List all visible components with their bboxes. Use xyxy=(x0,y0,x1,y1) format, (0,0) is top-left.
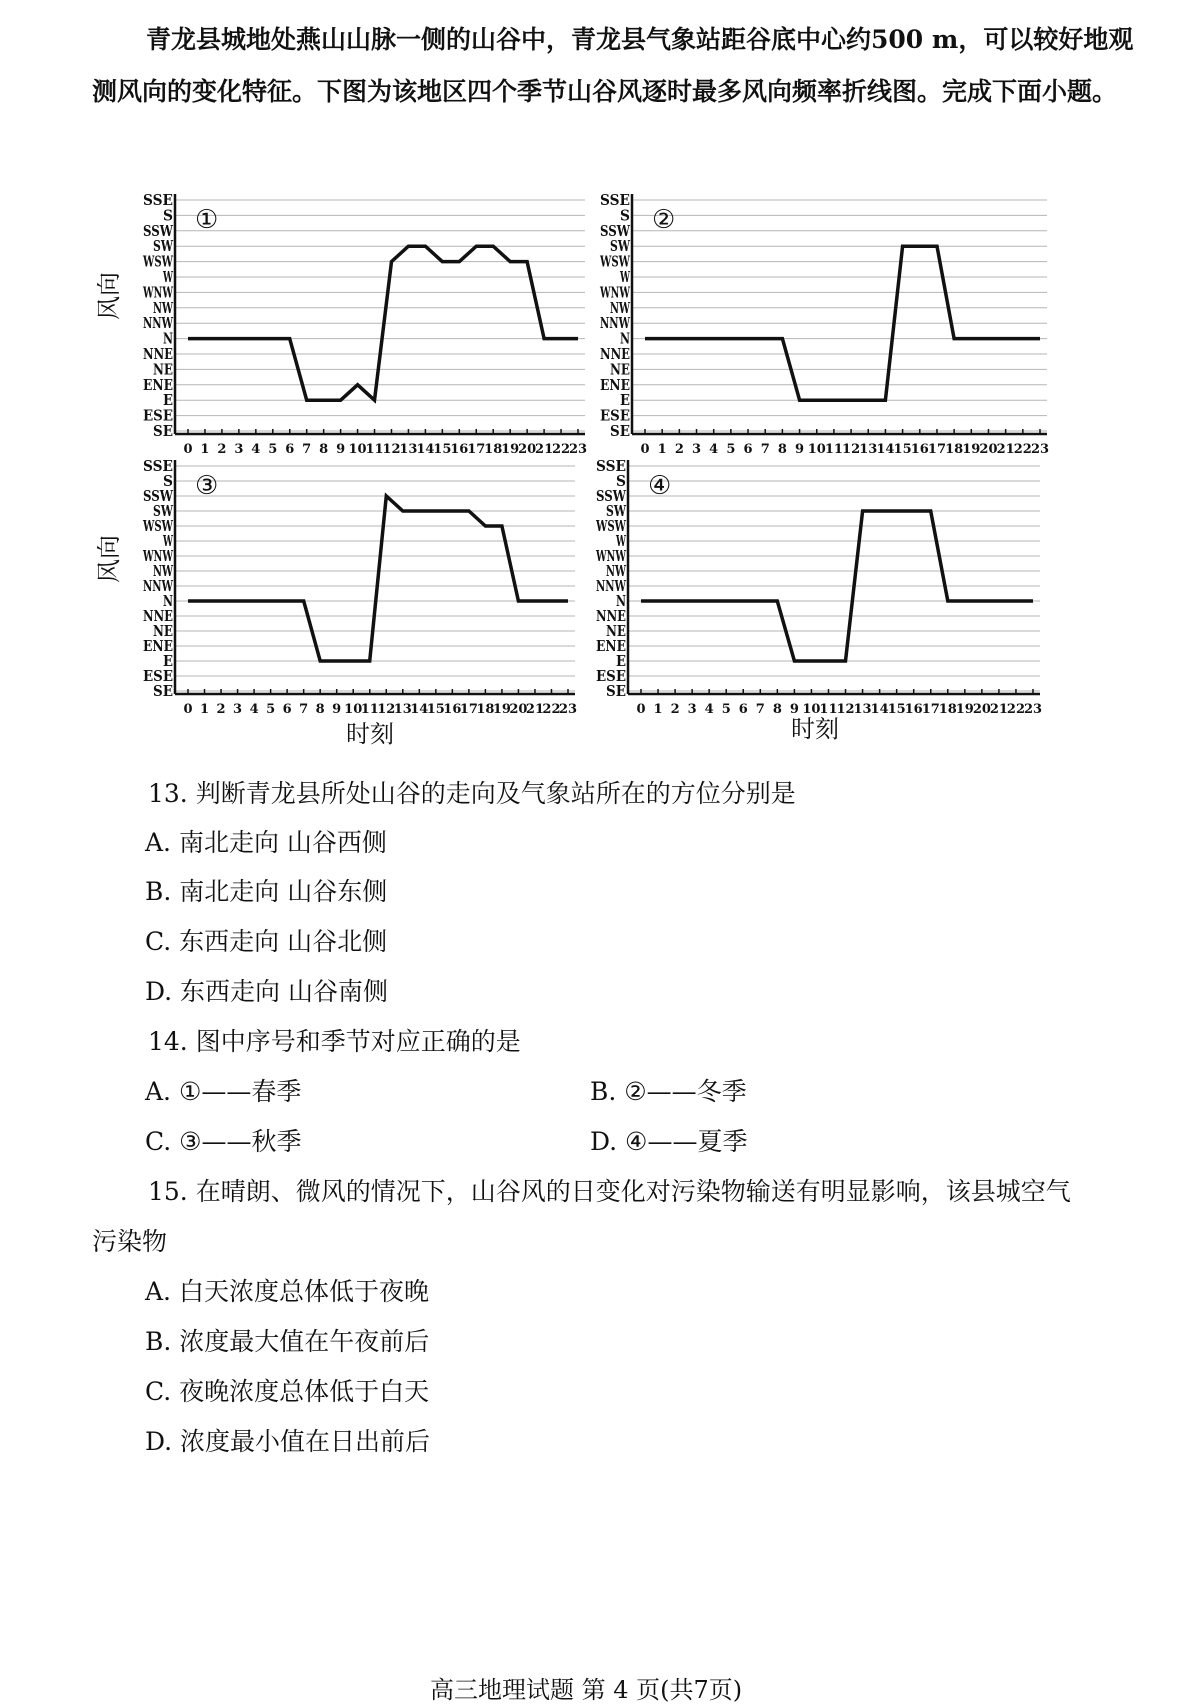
panel-label: ③ xyxy=(195,471,219,501)
q15-option-a[interactable]: A. 白天浓度总体低于夜晚 xyxy=(145,1277,429,1306)
y-tick-label: NW xyxy=(153,562,174,580)
x-tick-label: 2 xyxy=(674,442,684,457)
y-tick-label: ESE xyxy=(600,406,630,425)
x-tick-label: 15 xyxy=(433,442,452,457)
x-tick-label: 17 xyxy=(459,702,478,717)
y-tick-label: N xyxy=(616,592,627,610)
x-tick-label: 19 xyxy=(501,442,520,457)
q15-stem-line2: 污染物 xyxy=(92,1227,168,1256)
y-tick-label: W xyxy=(162,532,174,550)
x-tick-label: 20 xyxy=(972,702,991,717)
y-tick-label: WSW xyxy=(595,517,627,535)
q15-option-b[interactable]: B. 浓度最大值在午夜前后 xyxy=(145,1327,430,1356)
x-tick-label: 15 xyxy=(887,702,906,717)
x-tick-label: 13 xyxy=(399,442,418,457)
x-tick-label: 7 xyxy=(760,442,770,457)
y-tick-label: SE xyxy=(610,422,630,440)
x-tick-label: 8 xyxy=(315,702,325,717)
x-tick-label: 13 xyxy=(393,702,412,717)
y-tick-label: E xyxy=(620,391,630,410)
y-tick-label: S xyxy=(616,472,626,490)
x-tick-label: 2 xyxy=(216,702,226,717)
panel-label: ② xyxy=(652,205,676,235)
x-tick-label: 0 xyxy=(640,442,650,457)
x-tick-label: 5 xyxy=(726,442,736,457)
x-tick-label: 23 xyxy=(568,442,588,457)
wind-direction-charts xyxy=(0,180,1200,840)
x-tick-label: 3 xyxy=(687,702,697,717)
chart-panel-4 xyxy=(595,457,1042,717)
x-tick-label: 1 xyxy=(200,442,210,457)
x-tick-label: 12 xyxy=(382,442,401,457)
x-tick-label: 3 xyxy=(234,442,244,457)
x-tick-label: 17 xyxy=(921,702,940,717)
y-tick-label: S xyxy=(163,206,173,225)
x-tick-label: 0 xyxy=(636,702,646,717)
x-tick-label: 22 xyxy=(1013,442,1032,457)
x-tick-label: 19 xyxy=(962,442,981,457)
y-tick-label: SW xyxy=(610,237,631,256)
y-axis-title: 风向 xyxy=(95,535,123,583)
x-tick-label: 15 xyxy=(426,702,445,717)
x-tick-label: 12 xyxy=(842,442,861,457)
x-tick-label: 14 xyxy=(410,702,429,717)
y-tick-label: NNE xyxy=(143,607,173,625)
y-tick-label: NNW xyxy=(596,577,627,595)
y-tick-label: NNE xyxy=(596,607,626,625)
q14-option-a[interactable]: A. ①——春季 xyxy=(145,1077,302,1106)
y-tick-label: NE xyxy=(153,360,173,379)
x-tick-label: 22 xyxy=(1006,702,1026,717)
x-tick-label: 19 xyxy=(492,702,511,717)
x-tick-label: 11 xyxy=(824,442,843,457)
y-axis-title: 风向 xyxy=(95,272,123,320)
x-tick-label: 20 xyxy=(509,702,528,717)
x-tick-label: 21 xyxy=(996,442,1015,457)
x-tick-label: 23 xyxy=(1023,702,1043,717)
y-tick-label: ESE xyxy=(143,667,173,685)
y-tick-label: WNW xyxy=(142,547,174,565)
x-tick-label: 10 xyxy=(802,702,821,717)
x-tick-label: 2 xyxy=(217,442,227,457)
y-tick-label: S xyxy=(620,206,630,225)
chart-panel-1 xyxy=(95,191,587,457)
page-footer: 高三地理试题 第 4 页(共7页) xyxy=(430,1676,743,1704)
y-tick-label: WSW xyxy=(599,252,631,271)
x-tick-label: 18 xyxy=(484,442,503,457)
y-tick-label: SSW xyxy=(143,221,174,240)
y-tick-label: ENE xyxy=(600,375,630,394)
x-tick-label: 5 xyxy=(266,702,276,717)
y-tick-label: WNW xyxy=(142,283,174,302)
x-tick-label: 10 xyxy=(807,442,826,457)
x-tick-label: 16 xyxy=(450,442,469,457)
q14-option-d[interactable]: D. ④——夏季 xyxy=(590,1127,748,1156)
q13-option-b[interactable]: B. 南北走向 山谷东侧 xyxy=(145,877,388,906)
q14-stem: 14. 图中序号和季节对应正确的是 xyxy=(148,1027,521,1056)
y-tick-label: SSE xyxy=(596,457,626,475)
panel-label: ④ xyxy=(648,471,672,501)
y-tick-label: WSW xyxy=(142,517,174,535)
x-tick-label: 7 xyxy=(755,702,765,717)
x-axis-title: 时刻 xyxy=(791,715,839,743)
x-tick-label: 16 xyxy=(910,442,929,457)
x-tick-label: 22 xyxy=(551,442,571,457)
x-tick-label: 0 xyxy=(183,702,193,717)
x-tick-label: 3 xyxy=(233,702,243,717)
x-tick-label: 0 xyxy=(183,442,193,457)
x-tick-label: 4 xyxy=(249,702,259,717)
x-tick-label: 9 xyxy=(795,442,805,457)
y-tick-label: SE xyxy=(606,682,626,700)
y-tick-label: E xyxy=(616,652,626,670)
y-tick-label: NNW xyxy=(143,577,174,595)
y-tick-label: E xyxy=(163,391,173,410)
chart-panel-2 xyxy=(599,191,1049,457)
x-tick-label: 15 xyxy=(893,442,912,457)
y-tick-label: W xyxy=(619,268,631,286)
y-tick-label: NW xyxy=(606,562,627,580)
x-tick-label: 14 xyxy=(876,442,895,457)
y-tick-label: SE xyxy=(153,682,173,700)
x-tick-label: 6 xyxy=(738,702,748,717)
y-tick-label: S xyxy=(163,472,173,490)
x-tick-label: 7 xyxy=(299,702,309,717)
y-tick-label: N xyxy=(163,329,174,348)
x-tick-label: 3 xyxy=(691,442,702,457)
x-tick-label: 1 xyxy=(653,702,663,717)
x-tick-label: 19 xyxy=(955,702,974,717)
x-tick-label: 12 xyxy=(836,702,855,717)
y-tick-label: SE xyxy=(153,422,173,440)
x-tick-label: 6 xyxy=(743,442,753,457)
x-tick-label: 21 xyxy=(535,442,554,457)
x-tick-label: 8 xyxy=(777,442,787,457)
y-tick-label: NW xyxy=(153,298,174,317)
y-tick-label: WNW xyxy=(599,283,631,302)
x-tick-label: 1 xyxy=(657,442,667,457)
y-tick-label: NNW xyxy=(143,314,174,333)
x-tick-label: 23 xyxy=(558,702,578,717)
x-tick-label: 11 xyxy=(365,442,384,457)
x-tick-label: 22 xyxy=(542,702,561,717)
x-tick-label: 13 xyxy=(859,442,878,457)
y-tick-label: SSW xyxy=(596,487,627,505)
x-tick-label: 8 xyxy=(319,442,329,457)
y-tick-label: N xyxy=(620,329,631,348)
x-tick-label: 6 xyxy=(285,442,295,457)
y-tick-label: ESE xyxy=(143,406,173,425)
y-tick-label: SW xyxy=(153,237,174,256)
y-tick-label: SSW xyxy=(600,221,631,240)
x-axis-title: 时刻 xyxy=(346,720,394,748)
y-tick-label: W xyxy=(162,268,174,286)
x-tick-label: 21 xyxy=(989,702,1008,717)
q15-stem-line1: 15. 在晴朗、微风的情况下，山谷风的日变化对污染物输送有明显影响，该县城空气 xyxy=(148,1177,1071,1206)
y-tick-label: WNW xyxy=(595,547,627,565)
x-tick-label: 11 xyxy=(819,702,838,717)
y-tick-label: SSE xyxy=(143,191,173,209)
x-tick-label: 7 xyxy=(302,442,312,457)
panel-label: ① xyxy=(195,205,219,235)
x-tick-label: 8 xyxy=(772,702,782,717)
x-tick-label: 12 xyxy=(377,702,396,717)
series-line xyxy=(188,496,568,661)
y-tick-label: E xyxy=(163,652,173,670)
q13-stem: 13. 判断青龙县所处山谷的走向及气象站所在的方位分别是 xyxy=(148,779,796,808)
y-tick-label: ENE xyxy=(596,637,626,655)
x-tick-label: 9 xyxy=(789,702,799,717)
x-tick-label: 10 xyxy=(344,702,363,717)
y-tick-label: NE xyxy=(153,622,173,640)
intro-text: 青龙县城地处燕山山脉一侧的山谷中，青龙县气象站距谷底中心约500 m，可以较好地观测风向的变化特征。下图为该地区四个季节山谷风逐时最多风向频率折线图。完成下面小题。 xyxy=(92,25,1134,106)
q15-option-d[interactable]: D. 浓度最小值在日出前后 xyxy=(145,1427,431,1456)
x-tick-label: 6 xyxy=(282,702,292,717)
y-tick-label: N xyxy=(163,592,174,610)
q14-option-c[interactable]: C. ③——秋季 xyxy=(145,1127,302,1156)
chart-panel-3 xyxy=(95,457,577,717)
q14-option-b[interactable]: B. ②——冬季 xyxy=(590,1077,747,1106)
x-tick-label: 16 xyxy=(443,702,462,717)
x-tick-label: 14 xyxy=(416,442,435,457)
x-tick-label: 9 xyxy=(332,702,342,717)
x-tick-label: 11 xyxy=(360,702,379,717)
y-tick-label: WSW xyxy=(142,252,174,271)
x-tick-label: 20 xyxy=(518,442,537,457)
y-tick-label: ENE xyxy=(143,637,173,655)
x-tick-label: 10 xyxy=(348,442,367,457)
y-tick-label: NNW xyxy=(600,314,631,333)
x-tick-label: 21 xyxy=(525,702,545,717)
y-tick-label: SSE xyxy=(600,191,630,209)
y-tick-label: NNE xyxy=(600,345,630,363)
x-tick-label: 13 xyxy=(853,702,872,717)
intro-paragraph xyxy=(92,14,1158,118)
x-tick-label: 18 xyxy=(938,702,957,717)
y-tick-label: SSW xyxy=(143,487,174,505)
x-tick-label: 5 xyxy=(721,702,731,717)
y-tick-label: NE xyxy=(606,622,626,640)
y-tick-label: SW xyxy=(606,502,627,520)
q13-option-c[interactable]: C. 东西走向 山谷北侧 xyxy=(145,927,388,956)
x-tick-label: 4 xyxy=(704,702,714,717)
y-tick-label: SW xyxy=(153,502,174,520)
y-tick-label: SSE xyxy=(143,457,173,475)
charts-svg xyxy=(0,180,1200,840)
x-tick-label: 4 xyxy=(251,442,261,457)
x-tick-label: 20 xyxy=(979,442,998,457)
x-tick-label: 14 xyxy=(870,702,889,717)
y-tick-label: W xyxy=(615,532,627,550)
y-tick-label: NNE xyxy=(143,345,173,363)
x-tick-label: 4 xyxy=(709,442,719,457)
x-tick-label: 18 xyxy=(945,442,964,457)
x-tick-label: 16 xyxy=(904,702,923,717)
x-tick-label: 23 xyxy=(1030,442,1050,457)
x-tick-label: 9 xyxy=(336,442,346,457)
q13-option-a[interactable]: A. 南北走向 山谷西侧 xyxy=(145,828,387,857)
x-tick-label: 18 xyxy=(476,702,495,717)
y-tick-label: ENE xyxy=(143,375,173,394)
y-tick-label: NE xyxy=(610,360,630,379)
x-tick-label: 1 xyxy=(199,702,210,717)
q13-option-d[interactable]: D. 东西走向 山谷南侧 xyxy=(145,977,388,1006)
x-tick-label: 2 xyxy=(670,702,680,717)
x-tick-label: 17 xyxy=(927,442,947,457)
y-tick-label: ESE xyxy=(596,667,626,685)
y-tick-label: NW xyxy=(610,298,631,317)
x-tick-label: 17 xyxy=(467,442,486,457)
q15-option-c[interactable]: C. 夜晚浓度总体低于白天 xyxy=(145,1377,430,1406)
x-tick-label: 5 xyxy=(268,442,278,457)
